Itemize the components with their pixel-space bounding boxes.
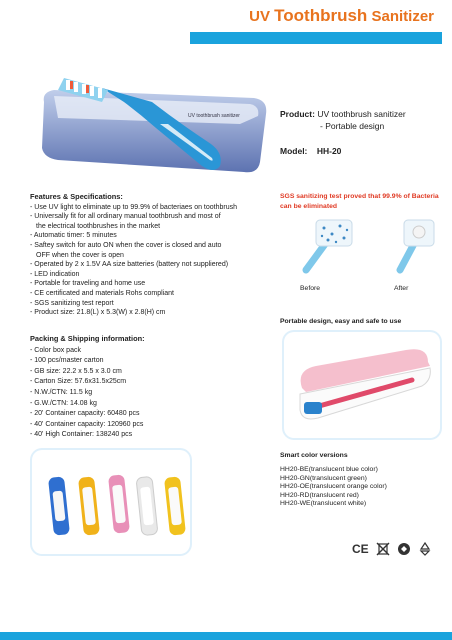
- after-image: [400, 220, 434, 270]
- list-item: - Universally fit for all ordinary manual toothbrush and most of: [30, 213, 221, 221]
- sgs-statement: SGS sanitizing test proved that 99.9% of Bacteria can be eliminated: [280, 193, 439, 210]
- page-title: UV Toothbrush Sanitizer: [249, 6, 434, 25]
- list-item: - Automatic timer: 5 minutes: [30, 232, 117, 240]
- list-item: HH20-RD(translucent red): [280, 491, 359, 499]
- list-item: - GB size: 22.2 x 5.5 x 3.0 cm: [30, 367, 122, 375]
- footer-bar: [0, 632, 452, 640]
- portable-heading: Portable design, easy and safe to use: [280, 318, 402, 325]
- product-image: [28, 62, 274, 184]
- model-info: Model: HH-20: [280, 146, 342, 156]
- list-item: - CE certificated and materials Rohs compliant: [30, 289, 174, 297]
- list-item: - Saftey switch for auto ON when the cover is closed and auto: [30, 241, 222, 249]
- list-item: HH20-GN(translucent green): [280, 474, 367, 482]
- before-label: Before: [300, 285, 321, 292]
- list-item: - 100 pcs/master carton: [30, 357, 104, 365]
- color-versions-panel: [30, 448, 192, 556]
- list-item: - Portable for traveling and home use: [30, 280, 146, 288]
- list-item: OFF when the cover is open: [36, 251, 124, 259]
- features-section: [30, 192, 270, 318]
- list-item: HH20-BE(translucent blue color): [280, 466, 378, 474]
- before-after-illustration: [292, 214, 442, 284]
- features-heading: Features & Specifications:: [30, 192, 123, 201]
- list-item: - G.W./CTN: 14.08 kg: [30, 399, 97, 407]
- weee-icon: [376, 542, 390, 556]
- recycle-icon: [418, 542, 432, 556]
- color-versions-heading: Smart color versions: [280, 452, 348, 459]
- packing-heading: Packing & Shipping information:: [30, 334, 145, 343]
- color-versions-list: [280, 452, 445, 508]
- product-info: Product: UV toothbrush sanitizer - Portable design: [280, 109, 406, 131]
- list-item: - Operated by 2 x 1.5V AA size batteries (battery not suppliered): [30, 261, 229, 269]
- rohs-icon: [397, 542, 411, 556]
- certification-icons: [352, 542, 432, 556]
- portable-image-panel: [282, 330, 442, 440]
- after-label: After: [394, 285, 409, 292]
- list-item: HH20-WE(translucent white): [280, 500, 367, 508]
- list-item: HH20-OE(translucent orange color): [280, 483, 387, 491]
- list-item: - Carton Size: 57.6x31.5x25cm: [30, 378, 127, 386]
- before-image: [306, 220, 352, 270]
- list-item: - Product size: 21.8(L) x 5.3(W) x 2.8(H) cm: [30, 309, 166, 317]
- device-label: UV toothbrush sanitizer: [188, 113, 240, 119]
- ce-icon: CE: [352, 542, 369, 556]
- list-item: - SGS sanitizing test report: [30, 299, 114, 307]
- list-item: - N.W./CTN: 11.5 kg: [30, 388, 93, 396]
- list-item: - Color box pack: [30, 346, 81, 354]
- list-item: - 40' High Container: 138240 pcs: [30, 431, 133, 439]
- list-item: the electrical toothbrushes in the market: [36, 222, 161, 230]
- list-item: - 20' Container capacity: 60480 pcs: [30, 410, 140, 418]
- list-item: - LED indication: [30, 270, 80, 278]
- header-bar: [190, 32, 442, 44]
- list-item: - Use UV light to eliminate up to 99.9% of bacteriaes on toothbrush: [30, 203, 238, 211]
- packing-section: [30, 334, 270, 441]
- list-item: - 40' Container capacity: 120960 pcs: [30, 420, 144, 428]
